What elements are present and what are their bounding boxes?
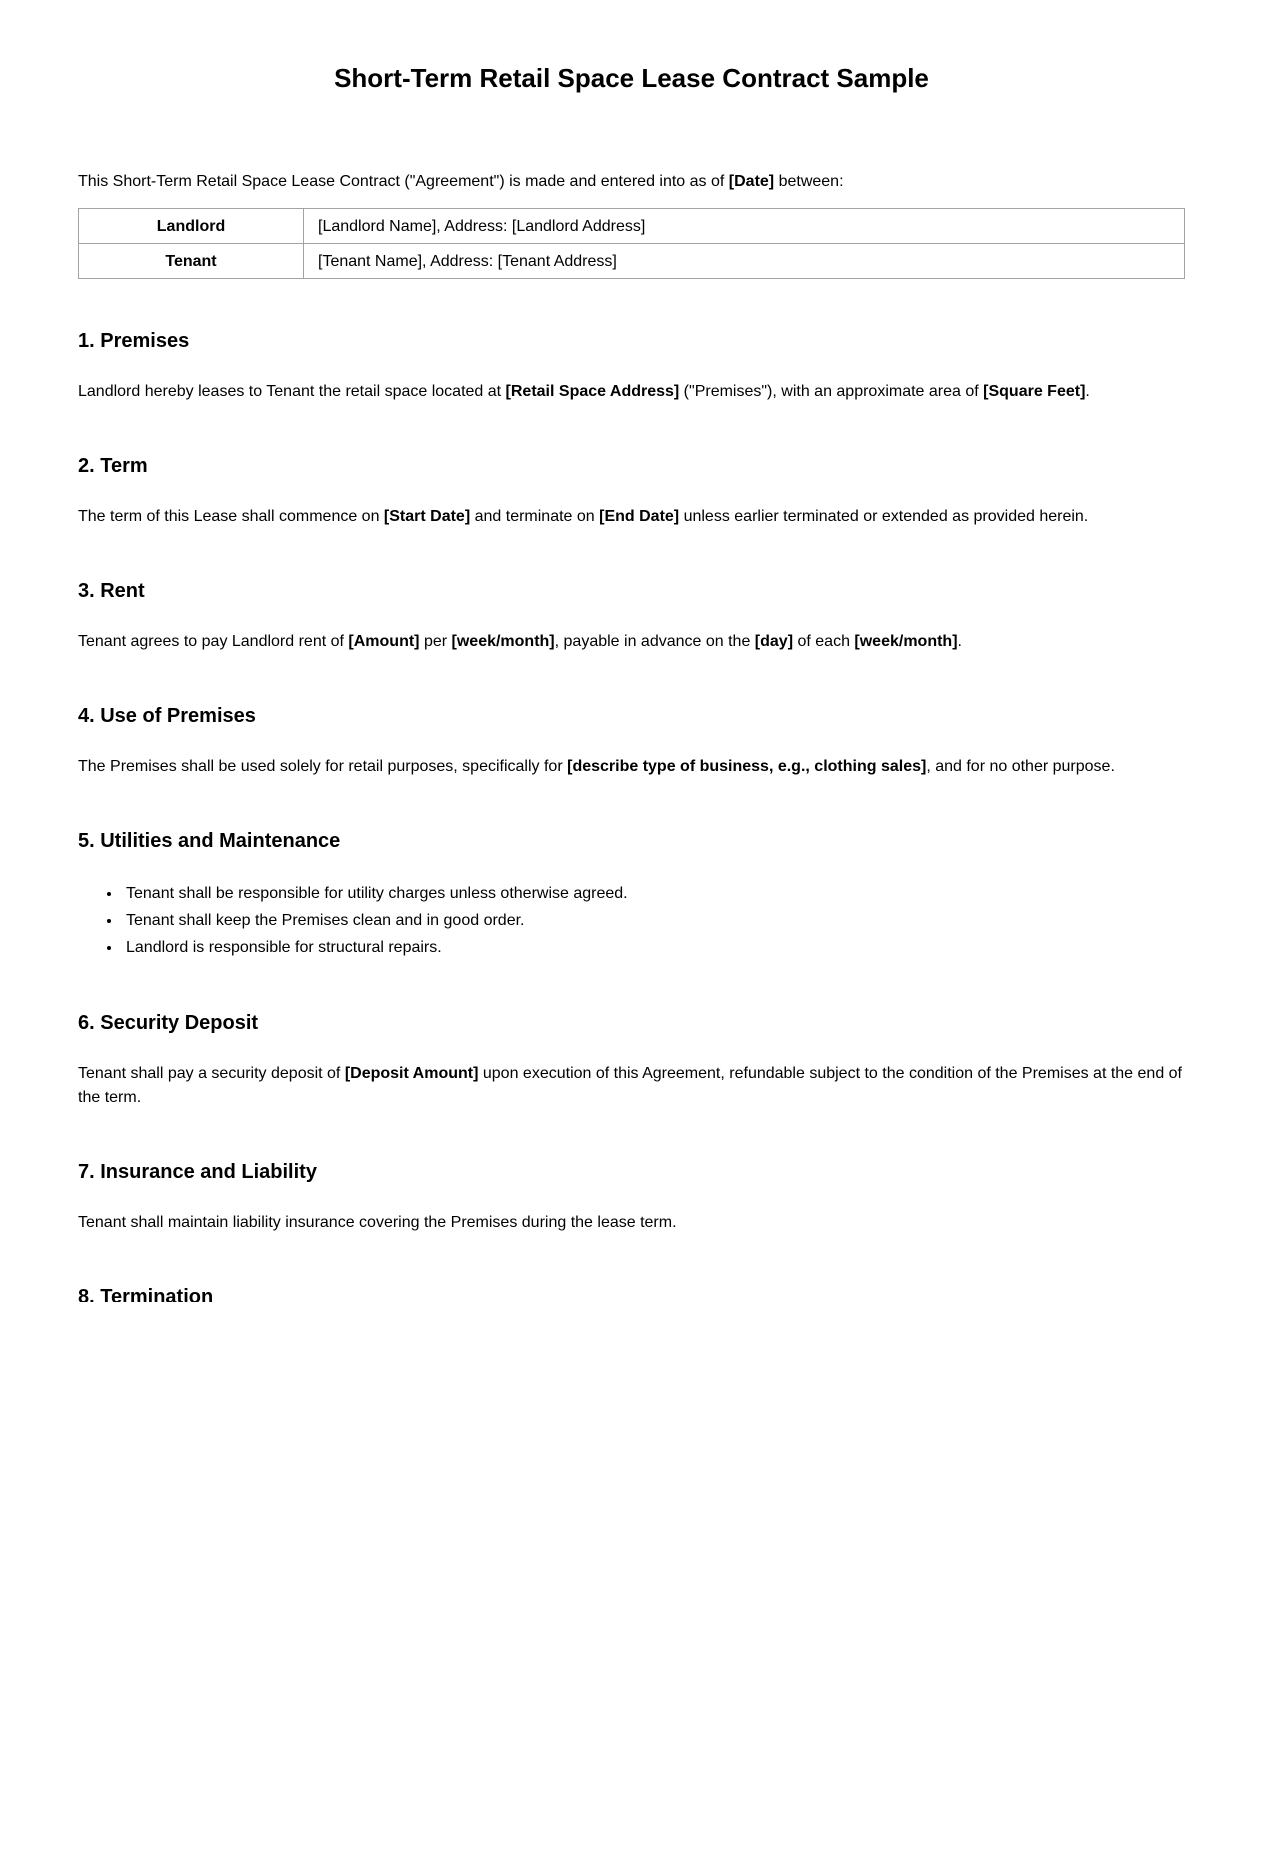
bullet-item-utilities: • Tenant shall be responsible for utility charges unless otherwise agreed. [122,880,1185,907]
table-row-landlord [79,209,1185,244]
section-heading-premises: 1. Premises [78,330,190,352]
section-security-deposit [78,1011,1185,1110]
page-title: Short-Term Retail Space Lease Contract Sample [334,63,929,93]
section-term [78,454,1185,529]
section-paragraph-term: The term of this Lease shall commence on [Start Date] and terminate on [End Date] unless earlier terminated or extended as provided herein. [78,508,1089,525]
section-paragraph-premises: Landlord hereby leases to Tenant the retail space located at [Retail Space Address] ("Premises"), with an approximate area of [Square Feet]. [78,383,1090,400]
section-heading-utilities-maintenance: 5. Utilities and Maintenance [78,830,341,852]
section-utilities-maintenance [78,829,1185,961]
tenant-value-cell: [Tenant Name], Address: [Tenant Address] [304,244,1185,279]
section-paragraph-security-deposit: Tenant shall pay a security deposit of [Deposit Amount] upon execution of this Agreement, refundable subject to the condition of the Premises at the end of the term. [78,1065,1182,1106]
section-heading-insurance-liability: 7. Insurance and Liability [78,1161,317,1183]
parties-table [78,208,1185,279]
section-paragraph-rent: Tenant agrees to pay Landlord rent of [Amount] per [week/month], payable in advance on the [day] of each [week/month]. [78,633,962,650]
landlord-label-cell: Landlord [79,209,304,244]
section-termination [78,1285,1185,1302]
section-premises [78,329,1185,404]
section-insurance-liability [78,1160,1185,1235]
section-heading-rent: 3. Rent [78,580,145,602]
bullet-item-cleanliness: • Tenant shall keep the Premises clean and in good order. [122,907,1185,934]
bullet-item-structural-repairs: • Landlord is responsible for structural repairs. [122,934,1185,961]
landlord-value-cell: [Landlord Name], Address: [Landlord Address] [304,209,1185,244]
section-heading-termination: 8. Termination [78,1286,214,1302]
section-rent [78,579,1185,654]
bullet-list [78,880,1185,961]
section-heading-use-of-premises: 4. Use of Premises [78,705,256,727]
intro-paragraph: This Short-Term Retail Space Lease Contract ("Agreement") is made and entered into as of [Date] between: [78,173,844,190]
section-paragraph-use-of-premises: The Premises shall be used solely for retail purposes, specifically for [describe type of business, e.g., clothing sales], and for no other purpose. [78,758,1115,775]
table-row-tenant [79,244,1185,279]
section-use-of-premises [78,704,1185,779]
section-heading-term: 2. Term [78,455,148,477]
tenant-label-cell: Tenant [79,244,304,279]
section-paragraph-insurance-liability: Tenant shall maintain liability insurance covering the Premises during the lease term. [78,1214,677,1231]
section-heading-security-deposit: 6. Security Deposit [78,1012,259,1034]
